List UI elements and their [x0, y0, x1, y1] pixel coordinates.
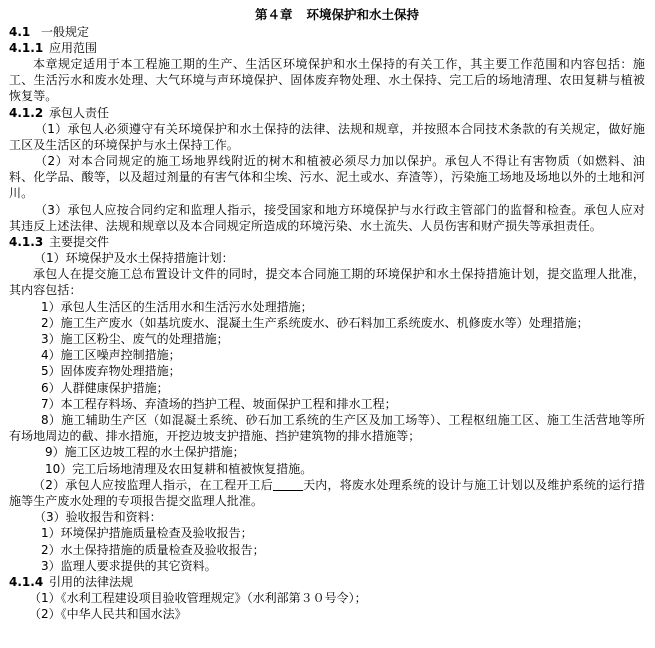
subheading-plan: （1）环境保护及水土保持措施计划：	[34, 251, 234, 266]
chapter-name: 环境保护和水土保持	[306, 7, 420, 22]
law-item: （1）《水利工程建设项目验收管理规定》（水利部第３０号令）；	[29, 591, 367, 606]
list-item-9: 9）施工区边坡工程的水土保护措施；	[45, 445, 245, 460]
section-heading-4-1-3	[9, 234, 645, 250]
list-item: 5）固体废弃物处理措施；	[41, 364, 181, 379]
section-number: 4.1.2	[9, 105, 44, 120]
paragraph-responsibility-1: （1）承包人必须遵守有关环境保护和水土保持的法律、法规和规章，并按照本合同技术条款的有关规定，做好施工区及生活区的环境保护与水土保持工作。	[9, 121, 645, 152]
blank-days-field	[273, 478, 303, 491]
report-item: 2）水土保持措施的质量检查及验收报告；	[41, 542, 265, 557]
section-heading-4-1-2	[9, 105, 645, 121]
section-title: 一般规定	[41, 25, 90, 39]
list-item: 2）施工生产废水（如基坑废水、混凝土生产系统废水、砂石料加工系统废水、机修废水等）处理措施；	[41, 315, 589, 330]
list-item: 1）承包人生活区的生活用水和生活污水处理措施；	[41, 299, 313, 314]
section-number: 4.1.1	[9, 41, 44, 55]
section-heading-4-1-1	[9, 40, 645, 56]
section-title: 主要提交件	[49, 235, 110, 250]
paragraph-responsibility-3: （3）承包人应按合同约定和监理人指示，接受国家和地方环境保护与水行政主管部门的监督和检查。承包人应对其违反上述法律、法规和规章以及本合同规定所造成的环境污染、水土流失、人员伤害和财产损失等承担责任。	[9, 202, 645, 233]
section-heading-4-1	[9, 24, 645, 40]
subheading-reports: （3）验收报告和资料：	[34, 510, 162, 525]
section-title: 应用范围	[49, 41, 98, 55]
list-item-8: 8）施工辅助生产区（如混凝土系统、砂石加工系统的生产区及加工场等）、工程枢纽施工区、施工生活营地等所有场地周边的截、排水措施，开挖边坡支护措施、挡护建筑物的排水措施等；	[9, 413, 645, 444]
wastewater-text-a: （2）承包人应按监理人指示，在工程开工后	[33, 477, 273, 492]
chapter-number: 第４章	[254, 7, 293, 22]
chapter-title	[29, 6, 645, 24]
section-number: 4.1.4	[9, 575, 44, 590]
paragraph-scope: 本章规定适用于本工程施工期的生产、生活区环境保护和水土保持的有关工作，其主要工作范围和内容包括：施工、生活污水和废水处理、大气环境与声环境保护、固体废弃物处理、水土保持、完工后的场地清理、农田复耕与植被恢复等。	[9, 57, 645, 104]
section-heading-4-1-4	[9, 574, 645, 590]
list-item: 3）施工区粉尘、废气的处理措施；	[41, 332, 229, 347]
law-item: （2）《中华人民共和国水法》	[29, 607, 187, 622]
section-number: 4.1.3	[9, 235, 44, 250]
section-number: 4.1	[9, 25, 31, 39]
section-title: 承包人责任	[49, 105, 110, 120]
list-item-10: 10）完工后场地清理及农田复耕和植被恢复措施。	[45, 461, 313, 476]
paragraph-plan: 承包人在提交施工总布置设计文件的同时，提交本合同施工期的环境保护和水土保持措施计划，提交监理人批准，其内容包括：	[9, 267, 645, 298]
section-title: 引用的法律法规	[49, 575, 134, 590]
paragraph-responsibility-2: （2）对本合同规定的施工场地界线附近的树木和植被必须尽力加以保护。承包人不得让有害物质（如燃料、油料、化学品、酸等，以及超过剂量的有害气体和尘埃、污水、泥土或水、弃渣等），污染施工场地及场地以外的土地和河川。	[9, 154, 645, 201]
report-item: 1）环境保护措施质量检查及验收报告；	[41, 526, 253, 541]
list-item: 7）本工程存料场、弃渣场的挡护工程、坡面保护工程和排水工程；	[41, 396, 397, 411]
list-item: 6）人群健康保护措施；	[41, 380, 169, 395]
wastewater-text-b: 天内，将废水处理系统的设计与施工计划以及维护系统的运行措施等生产废水处理的专项报告提交监理人批准。	[9, 477, 645, 509]
paragraph-wastewater-report	[9, 477, 645, 509]
report-item: 3）监理人要求提供的其它资料。	[41, 558, 217, 573]
list-item: 4）施工区噪声控制措施；	[41, 348, 181, 363]
